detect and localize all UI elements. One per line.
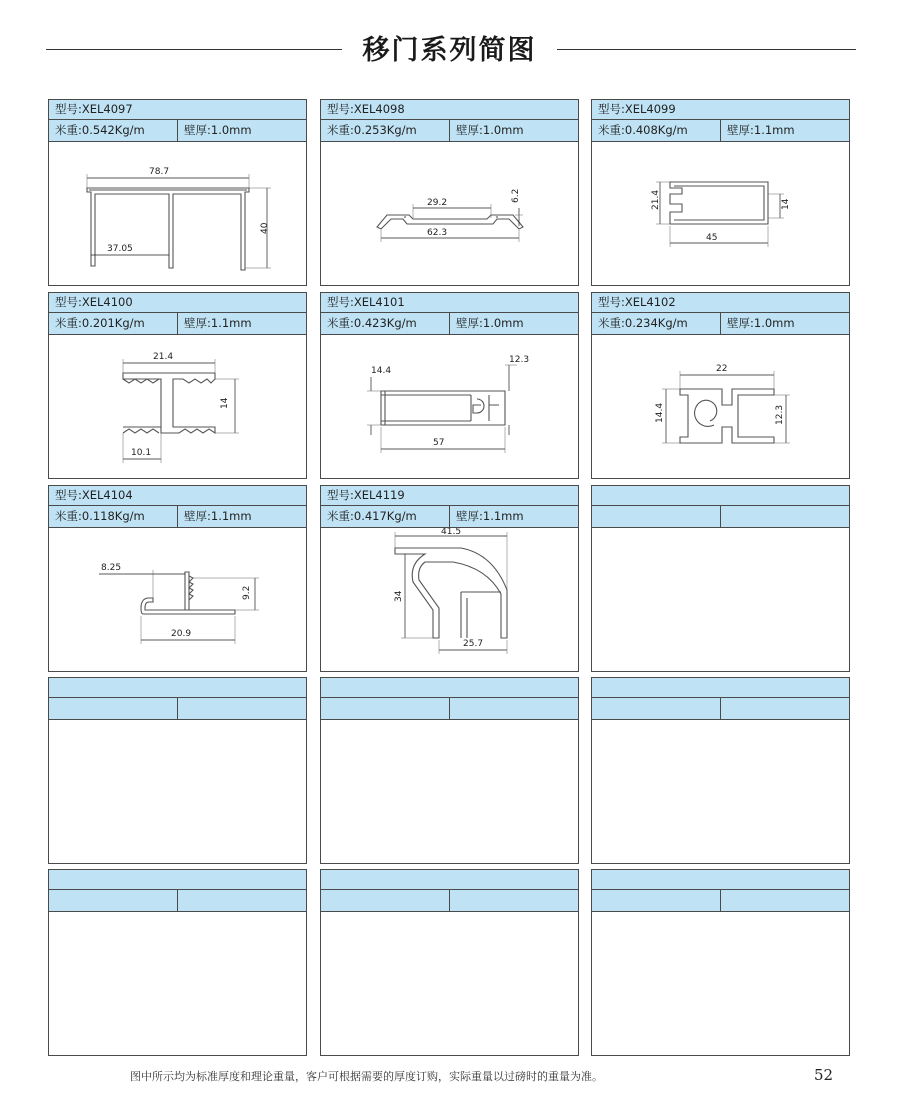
weight-label: 米重:0.201Kg/m — [49, 313, 178, 334]
wall-thickness-label: 壁厚:1.0mm — [456, 123, 524, 137]
model-label: 型号:XEL4102 — [592, 293, 849, 313]
profile-card-xel4101 — [320, 292, 579, 479]
spec-row — [49, 120, 306, 142]
wall-thickness-label: 壁厚:1.1mm — [727, 123, 795, 137]
spec-row — [321, 120, 578, 142]
profile-card-xel4100 — [48, 292, 307, 479]
dim-label-width: 20.9 — [171, 629, 192, 639]
weight-label: 米重:0.417Kg/m — [321, 506, 450, 527]
model-label — [592, 870, 849, 890]
profile-drawing — [49, 528, 306, 671]
dim-label-width: 78.7 — [149, 167, 170, 177]
dim-label-width: 41.5 — [441, 528, 462, 537]
model-label: 型号:XEL4119 — [321, 486, 578, 506]
profile-drawing — [321, 528, 578, 671]
dim-label-width: 62.3 — [427, 228, 448, 238]
model-label — [321, 678, 578, 698]
dim-label-height: 14 — [220, 397, 230, 409]
dim-label-side: 14 — [781, 198, 791, 210]
profile-outline — [680, 389, 774, 443]
weight-label: 米重:0.234Kg/m — [592, 313, 721, 334]
spec-row — [49, 313, 306, 335]
dim-label-height: 14.4 — [655, 402, 665, 423]
dim-label-right: 12.3 — [509, 355, 530, 365]
model-label: 型号:XEL4097 — [49, 100, 306, 120]
profile-outline — [395, 548, 507, 638]
profile-outline — [670, 182, 768, 224]
empty-card — [591, 869, 850, 1056]
dim-label-width: 57 — [433, 438, 445, 448]
profile-drawing — [49, 335, 306, 478]
model-label: 型号:XEL4099 — [592, 100, 849, 120]
weight-label — [592, 890, 721, 911]
title-rule-right — [557, 49, 856, 50]
dim-label-height: 9.2 — [242, 585, 252, 600]
empty-card — [48, 677, 307, 864]
model-label — [321, 870, 578, 890]
profile-card-xel4099 — [591, 99, 850, 286]
model-label: 型号:XEL4100 — [49, 293, 306, 313]
dim-label-slot: 29.2 — [427, 198, 448, 208]
spec-row — [592, 698, 849, 720]
empty-card — [591, 485, 850, 672]
wall-thickness-label — [178, 698, 306, 719]
profile-outline — [381, 391, 505, 425]
profile-card-xel4104 — [48, 485, 307, 672]
profile-card-xel4098 — [320, 99, 579, 286]
weight-label: 米重:0.408Kg/m — [592, 120, 721, 141]
dim-label-width: 21.4 — [153, 352, 174, 362]
spec-row — [592, 313, 849, 335]
model-label — [592, 486, 849, 506]
wall-thickness-label — [178, 890, 306, 911]
wall-thickness-label: 壁厚:1.1mm — [456, 509, 524, 523]
spec-row — [592, 120, 849, 142]
weight-label — [592, 506, 721, 527]
weight-label: 米重:0.118Kg/m — [49, 506, 178, 527]
spec-row — [321, 890, 578, 912]
page-title: 移门系列简图 — [362, 35, 537, 66]
profile-outline — [377, 215, 523, 229]
weight-label — [321, 698, 450, 719]
weight-label — [49, 890, 178, 911]
dim-label-left: 14.4 — [371, 366, 392, 376]
wall-thickness-label: 壁厚:1.0mm — [456, 316, 524, 330]
dim-label-height: 40 — [260, 222, 270, 234]
weight-label — [592, 698, 721, 719]
wall-thickness-label: 壁厚:1.0mm — [184, 123, 252, 137]
profile-outline — [87, 188, 249, 270]
dim-label-width: 22 — [716, 364, 728, 374]
spec-row — [321, 506, 578, 528]
profile-outline — [141, 598, 235, 614]
spec-row — [321, 313, 578, 335]
profile-drawing — [321, 142, 578, 285]
spec-row — [592, 890, 849, 912]
wall-thickness-label — [721, 698, 849, 719]
footer-note: 图中所示均为标准厚度和理论重量，客户可根据需要的厚度订购，实际重量以过磅时的重量为准。 — [130, 1070, 603, 1083]
spec-row — [592, 506, 849, 528]
spec-row — [49, 698, 306, 720]
model-label: 型号:XEL4104 — [49, 486, 306, 506]
wall-thickness-label — [450, 890, 578, 911]
weight-label: 米重:0.542Kg/m — [49, 120, 178, 141]
wall-thickness-label — [721, 506, 849, 527]
profile-drawing — [592, 335, 849, 478]
dim-label-height: 6.2 — [511, 188, 521, 203]
profile-card-xel4102 — [591, 292, 850, 479]
dim-label-offset: 37.05 — [107, 244, 133, 254]
dim-label-lip: 8.25 — [101, 563, 122, 573]
weight-label — [321, 890, 450, 911]
profile-drawing — [592, 142, 849, 285]
dim-label-base: 25.7 — [463, 639, 484, 649]
empty-card — [48, 869, 307, 1056]
wall-thickness-label: 壁厚:1.0mm — [727, 316, 795, 330]
wall-thickness-label — [721, 890, 849, 911]
wall-thickness-label: 壁厚:1.1mm — [184, 316, 252, 330]
profile-card-xel4097 — [48, 99, 307, 286]
model-label — [49, 870, 306, 890]
empty-card — [591, 677, 850, 864]
empty-card — [320, 677, 579, 864]
page-header — [0, 28, 900, 72]
profile-outline — [123, 373, 215, 433]
model-label — [592, 678, 849, 698]
title-rule-left — [46, 49, 342, 50]
weight-label: 米重:0.423Kg/m — [321, 313, 450, 334]
page-number: 52 — [814, 1066, 834, 1084]
empty-card — [320, 869, 579, 1056]
profile-drawing — [49, 142, 306, 285]
weight-label: 米重:0.253Kg/m — [321, 120, 450, 141]
spec-row — [49, 890, 306, 912]
dim-label-base: 10.1 — [131, 448, 152, 458]
model-label — [49, 678, 306, 698]
dim-label-width: 45 — [706, 233, 718, 243]
profile-card-xel4119 — [320, 485, 579, 672]
wall-thickness-label — [450, 698, 578, 719]
model-label: 型号:XEL4098 — [321, 100, 578, 120]
model-label: 型号:XEL4101 — [321, 293, 578, 313]
profile-drawing — [321, 335, 578, 478]
wall-thickness-label: 壁厚:1.1mm — [184, 509, 252, 523]
dim-label-side: 12.3 — [775, 404, 785, 425]
dim-label-height: 21.4 — [651, 189, 661, 210]
spec-row — [321, 698, 578, 720]
dim-label-height: 34 — [394, 590, 404, 602]
weight-label — [49, 698, 178, 719]
spec-row — [49, 506, 306, 528]
